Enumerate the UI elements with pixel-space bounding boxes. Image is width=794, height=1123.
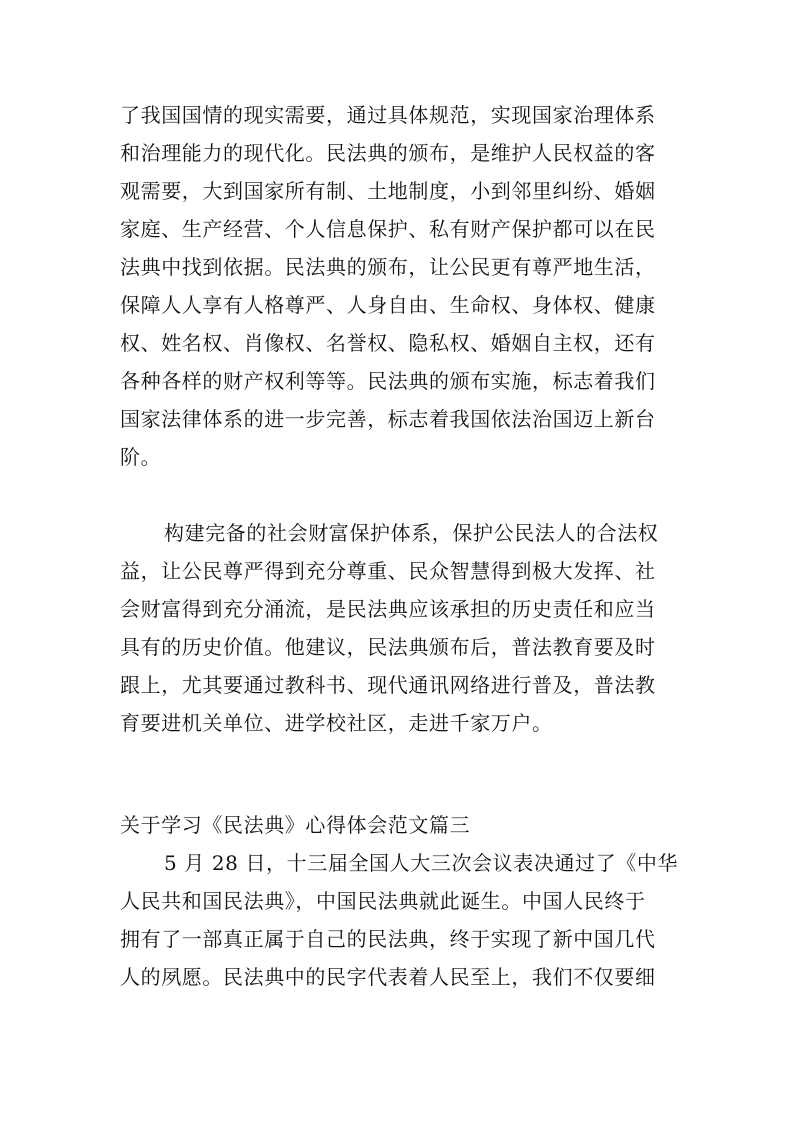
text-line: 了我国国情的现实需要，通过具体规范，实现国家治理体系 — [120, 103, 656, 127]
text-line: 跟上，尤其要通过教科书、现代通讯网络进行普及，普法教 — [120, 673, 656, 697]
text-line: 5 月 28 日，十三届全国人大三次会议表决通过了《中华 — [164, 851, 679, 875]
text-line: 会财富得到充分涌流，是民法典应该承担的历史责任和应当 — [120, 597, 656, 621]
text-line: 家庭、生产经营、个人信息保护、私有财产保护都可以在民 — [120, 217, 656, 241]
heading-text: 关于学习《民法典》心得体会范文篇三 — [120, 813, 471, 837]
text-line: 人的夙愿。民法典中的民字代表着人民至上，我们不仅要细 — [120, 965, 656, 989]
paragraph-2 — [120, 514, 690, 742]
text-line: 具有的历史价值。他建议，民法典颁布后，普法教育要及时 — [120, 635, 656, 659]
text-line: 构建完备的社会财富保护体系，保护公民法人的合法权 — [164, 521, 659, 545]
text-line: 观需要，大到国家所有制、土地制度，小到邻里纠纷、婚姻 — [120, 179, 656, 203]
text-line: 权、姓名权、肖像权、名誉权、隐私权、婚姻自主权，还有 — [120, 331, 656, 355]
text-line: 阶。 — [120, 445, 162, 469]
text-line: 人民共和国民法典》，中国民法典就此诞生。中国人民终于 — [120, 889, 646, 913]
text-line: 保障人人享有人格尊严、人身自由、生命权、身体权、健康 — [120, 293, 656, 317]
text-line: 拥有了一部真正属于自己的民法典，终于实现了新中国几代 — [120, 927, 656, 951]
text-line: 益，让公民尊严得到充分尊重、民众智慧得到极大发挥、社 — [120, 559, 656, 583]
paragraph-1 — [120, 96, 690, 476]
text-line: 育要进机关单位、进学校社区，走进千家万户。 — [120, 711, 553, 735]
text-line: 和治理能力的现代化。民法典的颁布，是维护人民权益的客 — [120, 141, 656, 165]
section-heading — [120, 806, 690, 844]
paragraph-3 — [120, 844, 690, 996]
text-line: 国家法律体系的进一步完善，标志着我国依法治国迈上新台 — [120, 407, 656, 431]
text-line: 各种各样的财产权利等等。民法典的颁布实施，标志着我们 — [120, 369, 656, 393]
text-line: 法典中找到依据。民法典的颁布，让公民更有尊严地生活， — [120, 255, 656, 279]
